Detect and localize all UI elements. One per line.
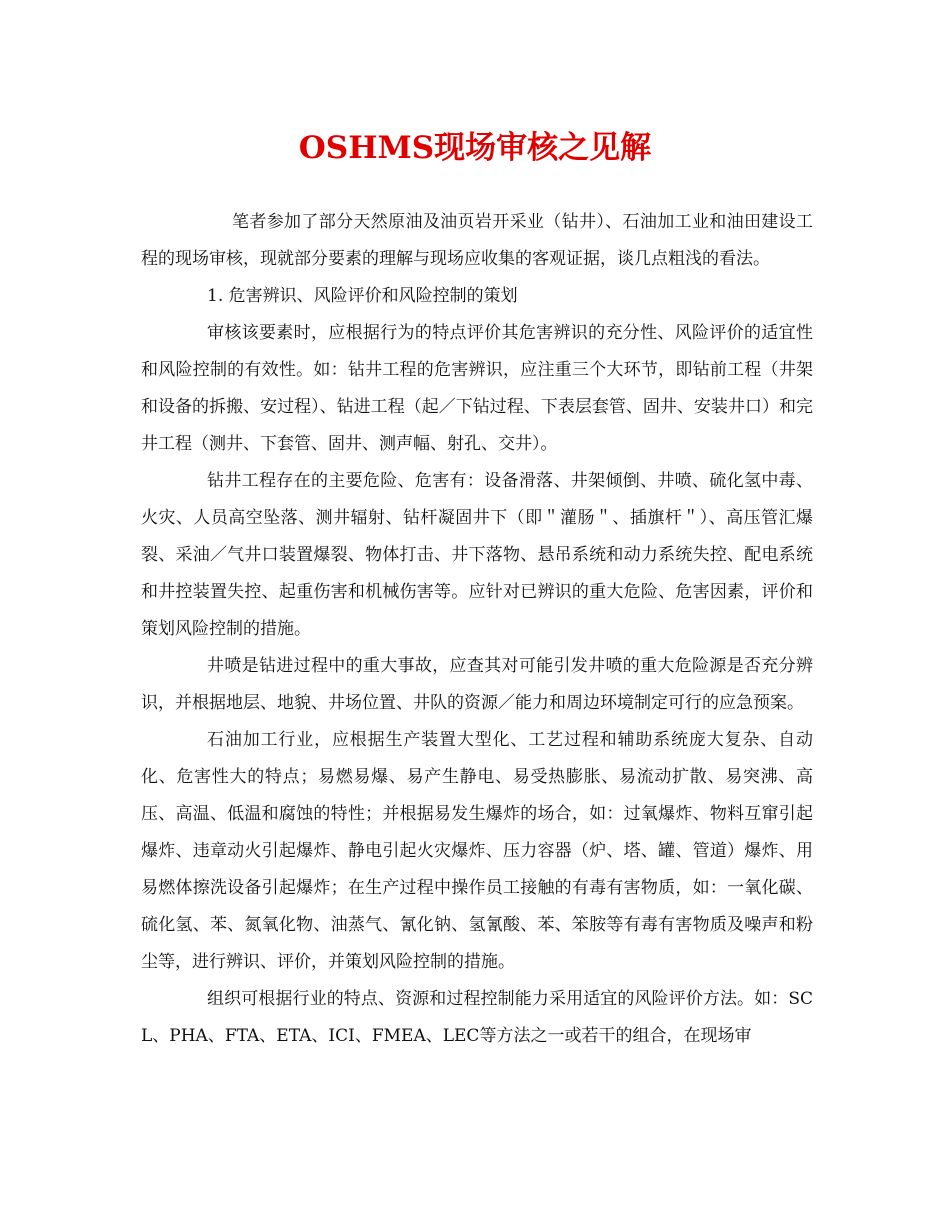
body-paragraph: 审核该要素时，应根据行为的特点评价其危害辨识的充分性、风险评价的适宜性和风险控制的有效性。如：钻井工程的危害辨识，应注重三个大环节，即钻前工程（井架和设备的拆搬、安过程）、钻进工程（起／下钻过程、下表层套管、固井、安装井口）和完井工程（测井、下套管、固井、测声幅、射孔、交井）。 [141,323,813,454]
body-paragraph: 组织可根据行业的特点、资源和过程控制能力采用适宜的风险评价方法。如：SCL、PHA、FTA、ETA、ICI、FMEA、LEC等方法之一或若干的组合，在现场审 [141,989,813,1046]
document-title: OSHMS现场审核之见解 [298,130,652,166]
body-paragraph: 石油加工行业，应根据生产装置大型化、工艺过程和辅助系统庞大复杂、自动化、危害性大的特点；易燃易爆、易产生静电、易受热膨胀、易流动扩散、易突沸、高压、高温、低温和腐蚀的特性；并根据易发生爆炸的场合，如：过氧爆炸、物料互窜引起爆炸、违章动火引起爆炸、静电引起火灾爆炸、压力容器（炉、塔、罐、管道）爆炸、用易燃体擦洗设备引起爆炸；在生产过程中操作员工接触的有毒有害物质，如：一氧化碳、硫化氢、苯、氮氧化物、油蒸气、氰化钠、氢氰酸、苯、笨胺等有毒有害物质及噪声和粉尘等，进行辨识、评价，并策划风险控制的措施。 [141,730,813,972]
body-paragraph: 钻井工程存在的主要危险、危害有：设备滑落、井架倾倒、井喷、硫化氢中毒、火灾、人员高空坠落、测井辐射、钻杆凝固井下（即＂灌肠＂、插旗杆＂）、高压管汇爆裂、采油／气井口装置爆裂、物体打击、井下落物、悬吊系统和动力系统失控、配电系统和井控装置失控、起重伤害和机械伤害等。应针对已辨识的重大危险、危害因素，评价和策划风险控制的措施。 [141,471,813,639]
document-body [141,204,813,1055]
intro-paragraph: 笔者参加了部分天然原油及油页岩开采业（钻井）、石油加工业和油田建设工程的现场审核，现就部分要素的理解与现场应收集的客观证据，谈几点粗浅的看法。 [141,212,813,269]
section-heading: 1. 危害辨识、风险评价和风险控制的策划 [207,286,518,306]
body-paragraph: 井喷是钻进过程中的重大事故，应查其对可能引发井喷的重大危险源是否充分辨识，并根据地层、地貌、井场位置、井队的资源／能力和周边环境制定可行的应急预案。 [141,656,813,713]
